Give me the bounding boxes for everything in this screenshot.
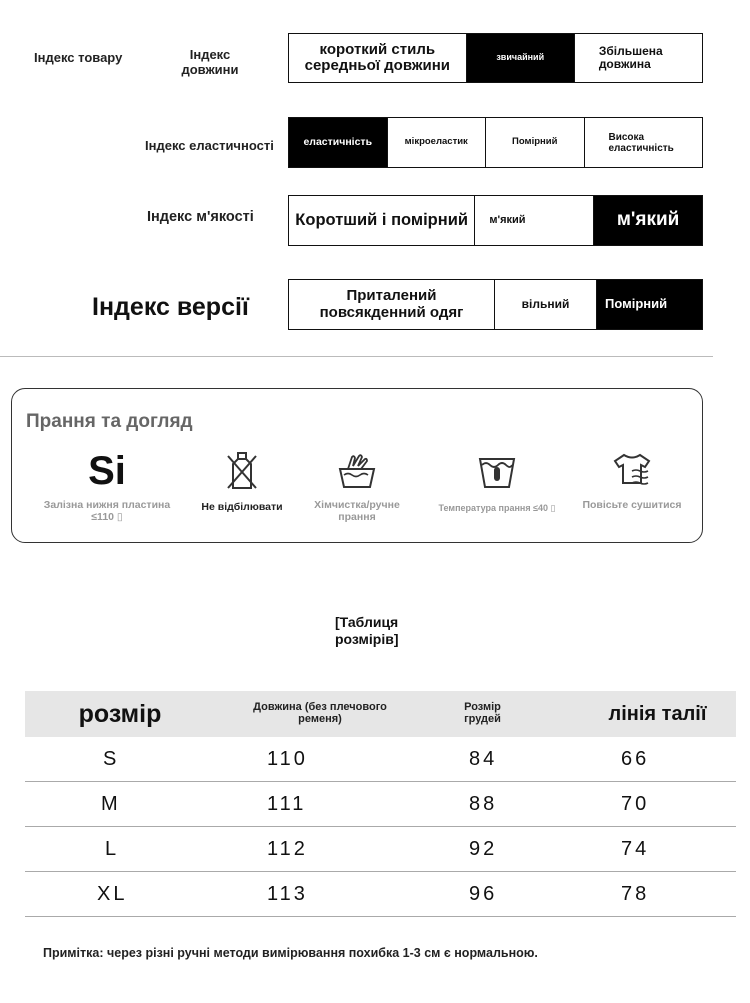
version-option-loose: вільний [494, 280, 596, 329]
hang-dry-icon [612, 449, 652, 493]
elasticity-index-label: Індекс еластичності [145, 138, 274, 153]
cell-chest: 84 [469, 748, 498, 770]
care-item-iron [32, 449, 182, 523]
softness-index-scale [288, 195, 703, 246]
cell-size: XL [97, 883, 128, 905]
care-item-no-bleach [192, 449, 292, 513]
table-row [25, 782, 736, 827]
version-option-fitted: Приталений повсякденний одяг [319, 287, 464, 321]
cell-length: 112 [267, 838, 308, 860]
cell-chest: 96 [469, 883, 498, 905]
version-index-label: Індекс версії [92, 293, 249, 321]
header-waist: лінія талії [608, 703, 707, 725]
elasticity-option-moderate: Помірний [485, 118, 584, 167]
cell-length: 111 [267, 793, 307, 815]
care-label-iron: Залізна нижня пластина ≤110 ▯ [43, 499, 171, 524]
elasticity-option-micro: мікроеластик [387, 118, 486, 167]
softness-option-soft: м'який [474, 196, 593, 245]
header-size: розмір [78, 700, 162, 728]
section-divider [0, 356, 713, 357]
care-title: Прання та догляд [26, 411, 193, 432]
elasticity-option-high: Висока еластичність [584, 118, 703, 167]
length-option-regular: звичайний [466, 34, 574, 82]
measurement-note: Примітка: через різні ручні методи вимірювання похибка 1-3 см є нормальною. [43, 946, 538, 960]
care-panel [11, 388, 703, 543]
cell-waist: 70 [621, 793, 650, 815]
care-label-hang-dry: Повісьте сушитися [582, 499, 682, 511]
care-item-hang-dry [582, 449, 682, 511]
length-index-label: Індекс довжини [181, 47, 239, 77]
cell-size: M [101, 793, 121, 815]
table-row [25, 872, 736, 917]
care-label-wash-temp: Температура прання ≤40 ▯ [438, 503, 556, 513]
care-item-wash-temp [422, 449, 572, 513]
hand-wash-icon [336, 449, 378, 493]
elasticity-index-scale [288, 117, 703, 168]
care-item-hand-wash [302, 449, 412, 523]
cell-length: 110 [267, 748, 308, 770]
wash-temperature-icon [476, 449, 518, 493]
cell-waist: 66 [621, 748, 650, 770]
length-option-short: короткий стиль середньої довжини [304, 40, 450, 74]
length-option-extended: Збільшена довжина [574, 34, 702, 82]
table-row [25, 737, 736, 782]
softness-option-very-soft: м'який [593, 196, 702, 245]
cell-waist: 74 [621, 838, 650, 860]
cell-chest: 92 [469, 838, 498, 860]
size-table-header [25, 691, 736, 737]
no-bleach-icon [224, 449, 260, 493]
product-index-label: Індекс товару [34, 50, 123, 65]
version-option-moderate: Помірний [596, 280, 702, 329]
length-index-scale [288, 33, 703, 83]
cell-chest: 88 [469, 793, 498, 815]
version-index-scale [288, 279, 703, 330]
header-chest: Розмір грудей [464, 701, 501, 726]
softness-index-label: Індекс м'якості [147, 209, 254, 225]
cell-waist: 78 [621, 883, 650, 905]
care-label-no-bleach: Не відбілювати [201, 501, 283, 513]
cell-size: S [103, 748, 120, 770]
care-label-hand-wash: Хімчистка/ручне прання [314, 499, 400, 524]
header-length: Довжина (без плечового ременя) [253, 701, 387, 726]
iron-si-icon: Si [88, 448, 126, 493]
size-table-title: [Таблиця розмірів] [335, 614, 399, 647]
cell-length: 113 [267, 883, 308, 905]
cell-size: L [105, 838, 120, 860]
softness-option-moderate: Коротший і помірний [295, 211, 469, 230]
table-row [25, 827, 736, 872]
elasticity-option-elastic: еластичність [289, 118, 387, 167]
